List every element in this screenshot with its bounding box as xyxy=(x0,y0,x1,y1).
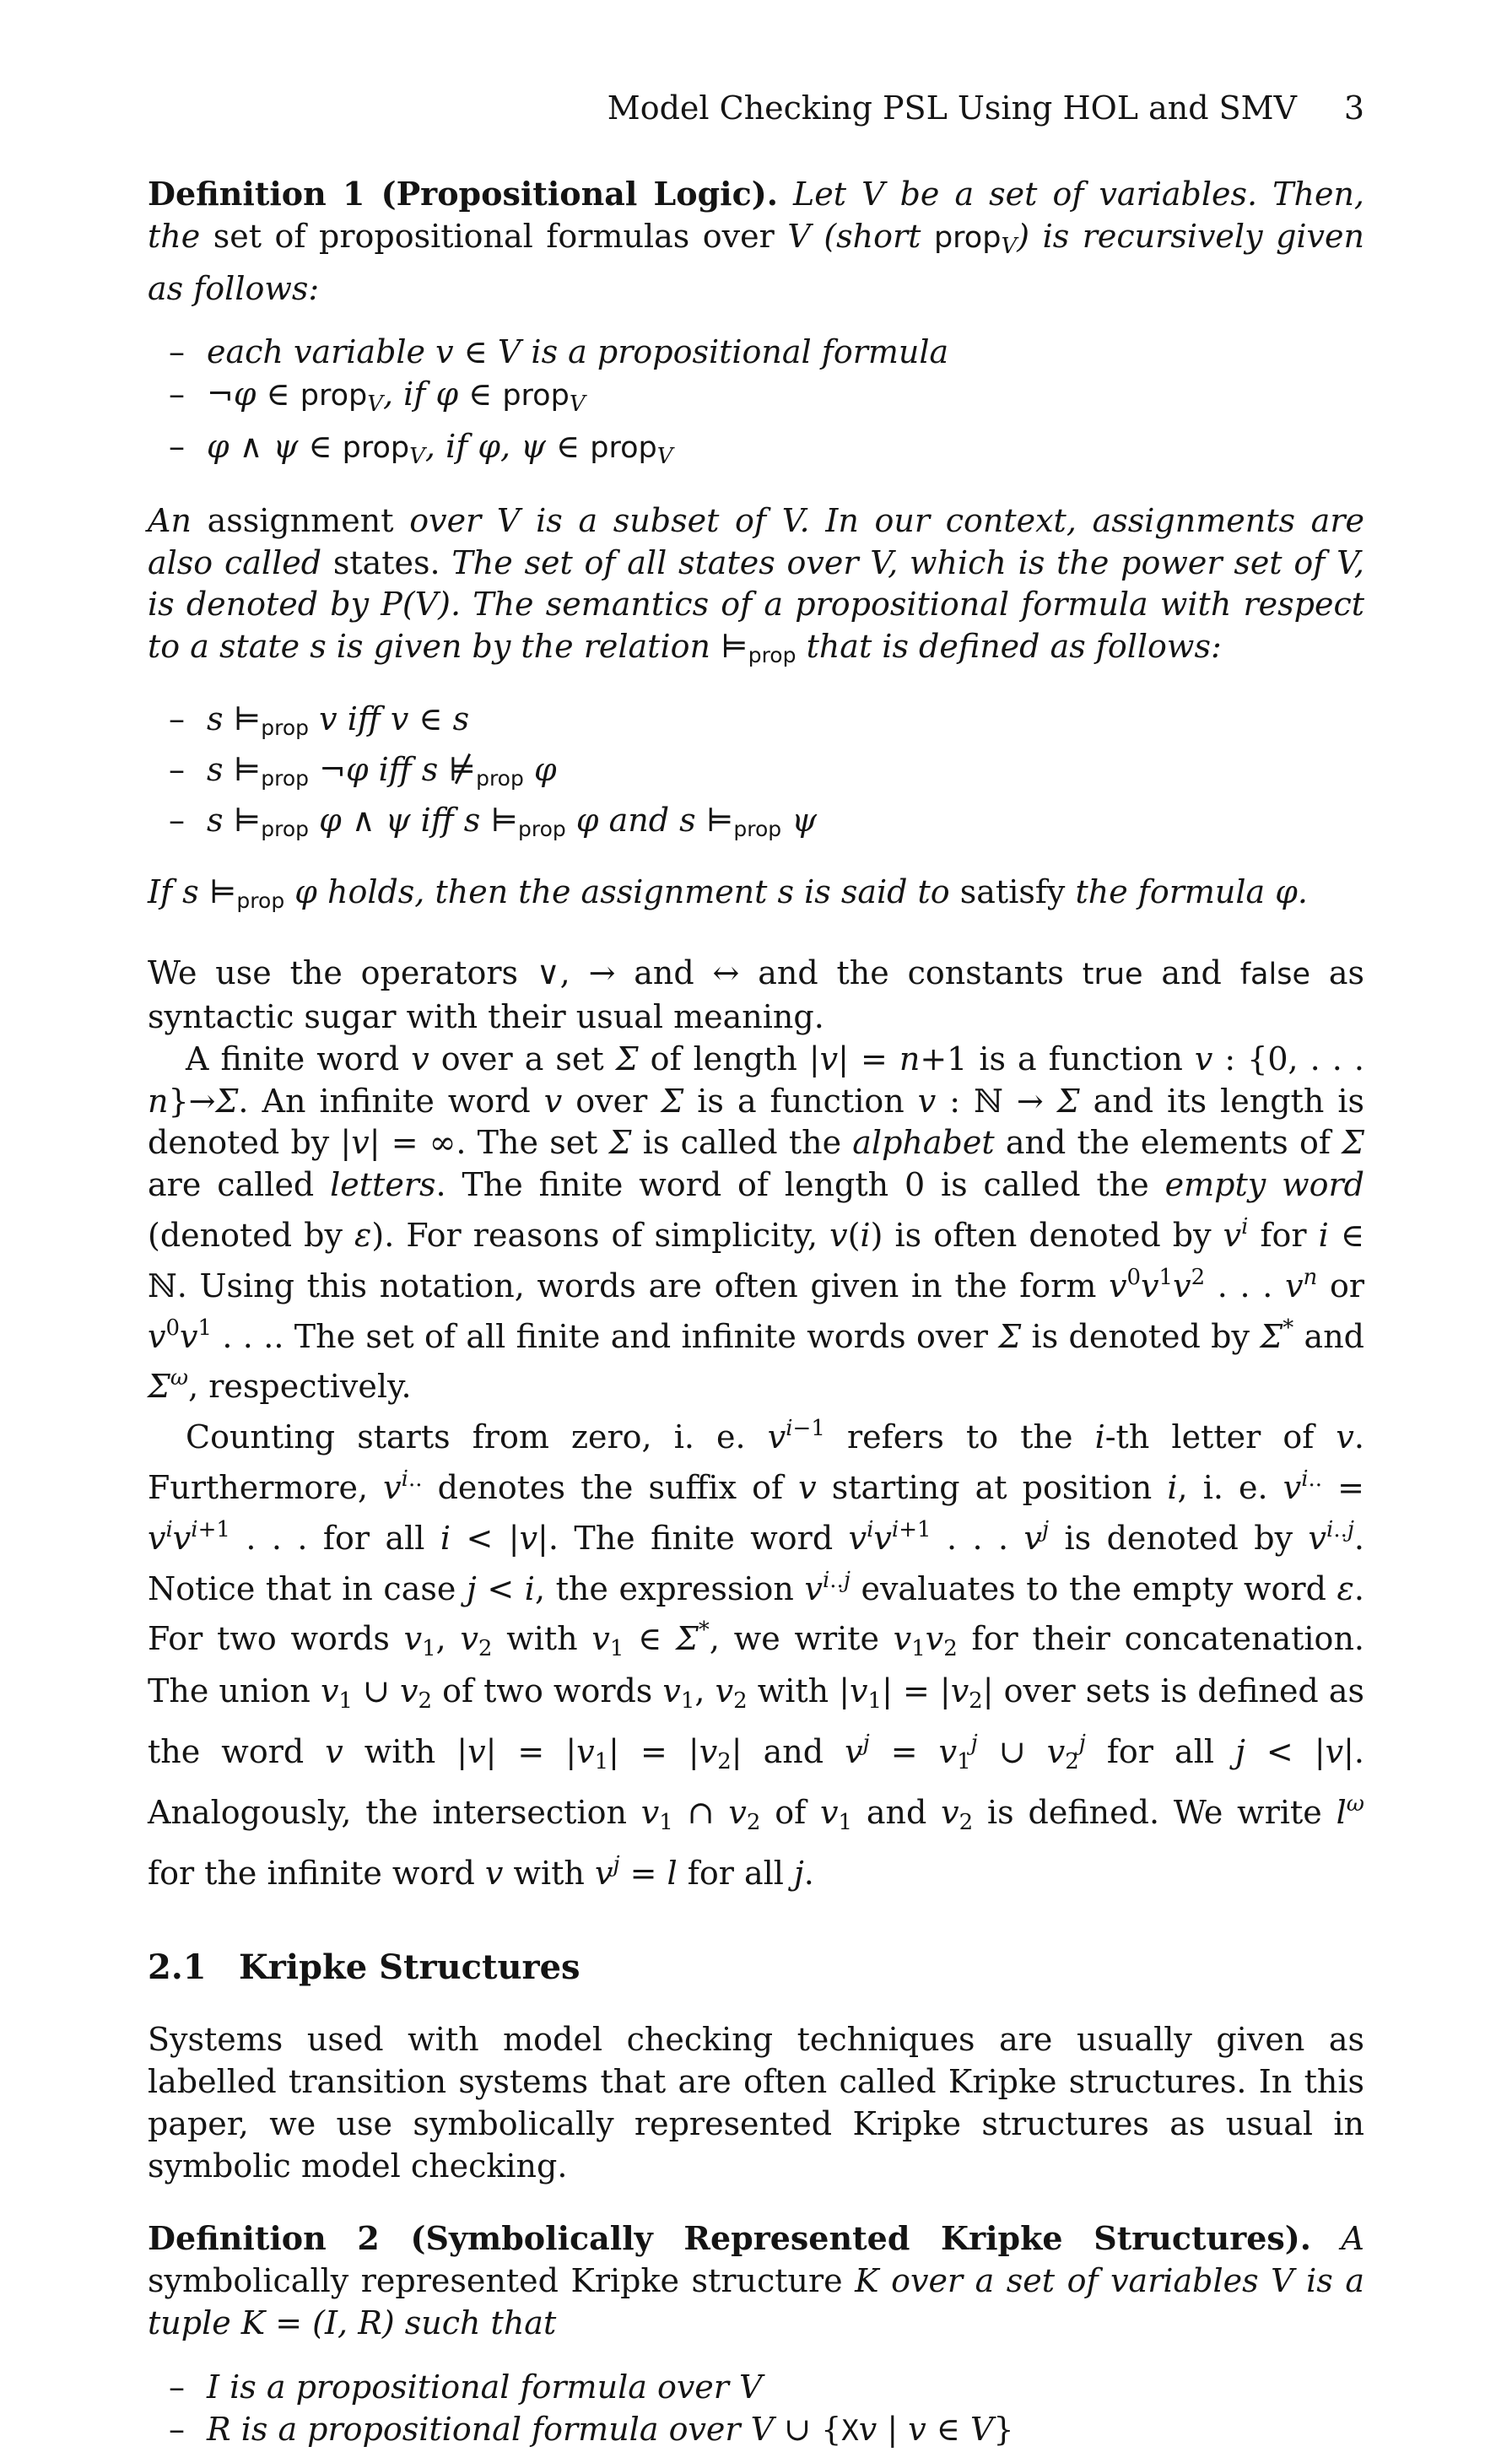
words-paragraph: A finite word v over a set Σ of length |v| = n+1 is a function v : {0, . . . n}→Σ. An infinite word v over Σ is a function v : ℕ → Σ and its length is denoted by |v| = ∞. The set Σ is called the alphabet and the elements of Σ are called letters. The finite word of length 0 is called the empty word (denoted by ε). For reasons of simplicity, v(i) is often denoted by $v^i$ for i ∈ ℕ. Using this notation, words are often given in the form $v^0v^1v^2$ . . . $v^n$ or $v^0v^1$ . . .. The set of all finite and infinite words over Σ is denoted by Σ* and $\Sigma^\omega$, respectively. xyxy=(148,1040,1365,1406)
list-item: – each variable v ∈ V is a propositional formula xyxy=(148,332,1364,374)
section-number: 2.1 xyxy=(148,1947,207,1988)
list-item: – φ ∧ ψ ∈ prop$_V$, if φ, ψ ∈ prop$_V$ xyxy=(148,426,1364,478)
kripke-paragraph: Systems used with model checking techniques are usually given as labelled transition systems that are often called Kripke structures. In this paper, we use symbolically represented Kripke structures as usual in symbolic model checking. xyxy=(148,2021,1364,2185)
list-item: – ¬φ ∈ prop$_V$, if φ ∈ prop$_V$ xyxy=(148,374,1364,426)
definition-1-label: Definition 1 (Propositional Logic). xyxy=(148,175,778,213)
page-body xyxy=(148,173,1364,2452)
operators-paragraph: We use the operators ∨, → and ↔ and the constants true and false as syntactic sugar with their usual meaning. xyxy=(148,954,1364,1035)
semantics-rules xyxy=(148,699,1364,850)
running-title: Model Checking PSL Using HOL and SMV xyxy=(607,89,1297,127)
assignment-paragraph: An assignment over V is a subset of V. In our context, assignments are also called states. The set of all states over V, which is the power set of V, is denoted by P(V). The semantics of a propositional formula with respect to a state s is given by the relation ⊨prop that is defined as follows: xyxy=(148,501,1365,668)
definition-1: Definition 1 (Propositional Logic). Let V be a set of variables. Then, the set of propositional formulas over V (short prop$_V$) is recursively given as follows: xyxy=(148,175,1364,307)
definition-2: Definition 2 (Symbolically Represented Kripke Structures). A symbolically represented Kripke structure K over a set of variables V is a tuple K = (I, R) such that xyxy=(148,2219,1364,2342)
list-item: – I is a propositional formula over V xyxy=(148,2367,1364,2409)
list-item: – s ⊨prop φ ∧ ψ iff s ⊨prop φ and s ⊨prop ψ xyxy=(148,800,1364,851)
page-number: 3 xyxy=(1343,89,1364,127)
section-title: Kripke Structures xyxy=(239,1947,580,1988)
kripke-components xyxy=(148,2367,1364,2452)
counting-paragraph: Counting starts from zero, i. e. $v^{i-1}$ refers to the i-th letter of v. Furthermore, $v^{i..}$ denotes the suffix of v starting at position i, i. e. $v^{i..} = v^iv^{i+1}$ . . . for all i < |v|. The finite word $v^iv^{i+1}$ . . . $v^j$ is denoted by $v^{i..j}$. Notice that in case j < i, the expression $v^{i..j}$ evaluates to the empty word ε. For two words $v_1$, $v_2$ with $v_1$ ∈ Σ*, we write $v_1v_2$ for their concatenation. The union $v_1$ ∪ $v_2$ of two words $v_1$, $v_2$ with $|v_1| = |v_2|$ over sets is defined as the word v with $|v| = |v_1| = |v_2|$ and $v^j = v_1^j$ ∪ $v_2^j$ for all j < |v|. Analogously, the intersection $v_1$ ∩ $v_2$ of $v_1$ and $v_2$ is defined. We write $l^\omega$ for the infinite word v with $v^j = l$ for all j. xyxy=(148,1416,1365,1892)
list-item: – R is a propositional formula over V ∪ {Xv | v ∈ V} xyxy=(148,2409,1364,2452)
satisfy-paragraph: If s ⊨prop φ holds, then the assignment s is said to satisfy the formula φ. xyxy=(148,873,1308,914)
section-heading xyxy=(148,1947,1364,1989)
list-item: – s ⊨prop v iff v ∈ s xyxy=(148,699,1364,749)
propositional-formula-rules xyxy=(148,332,1364,478)
definition-2-label: Definition 2 (Symbolically Represented Kripke Structures). xyxy=(148,2219,1312,2258)
running-header xyxy=(148,84,1364,132)
list-item: – s ⊨prop ¬φ iff s ⊭prop φ xyxy=(148,749,1364,800)
